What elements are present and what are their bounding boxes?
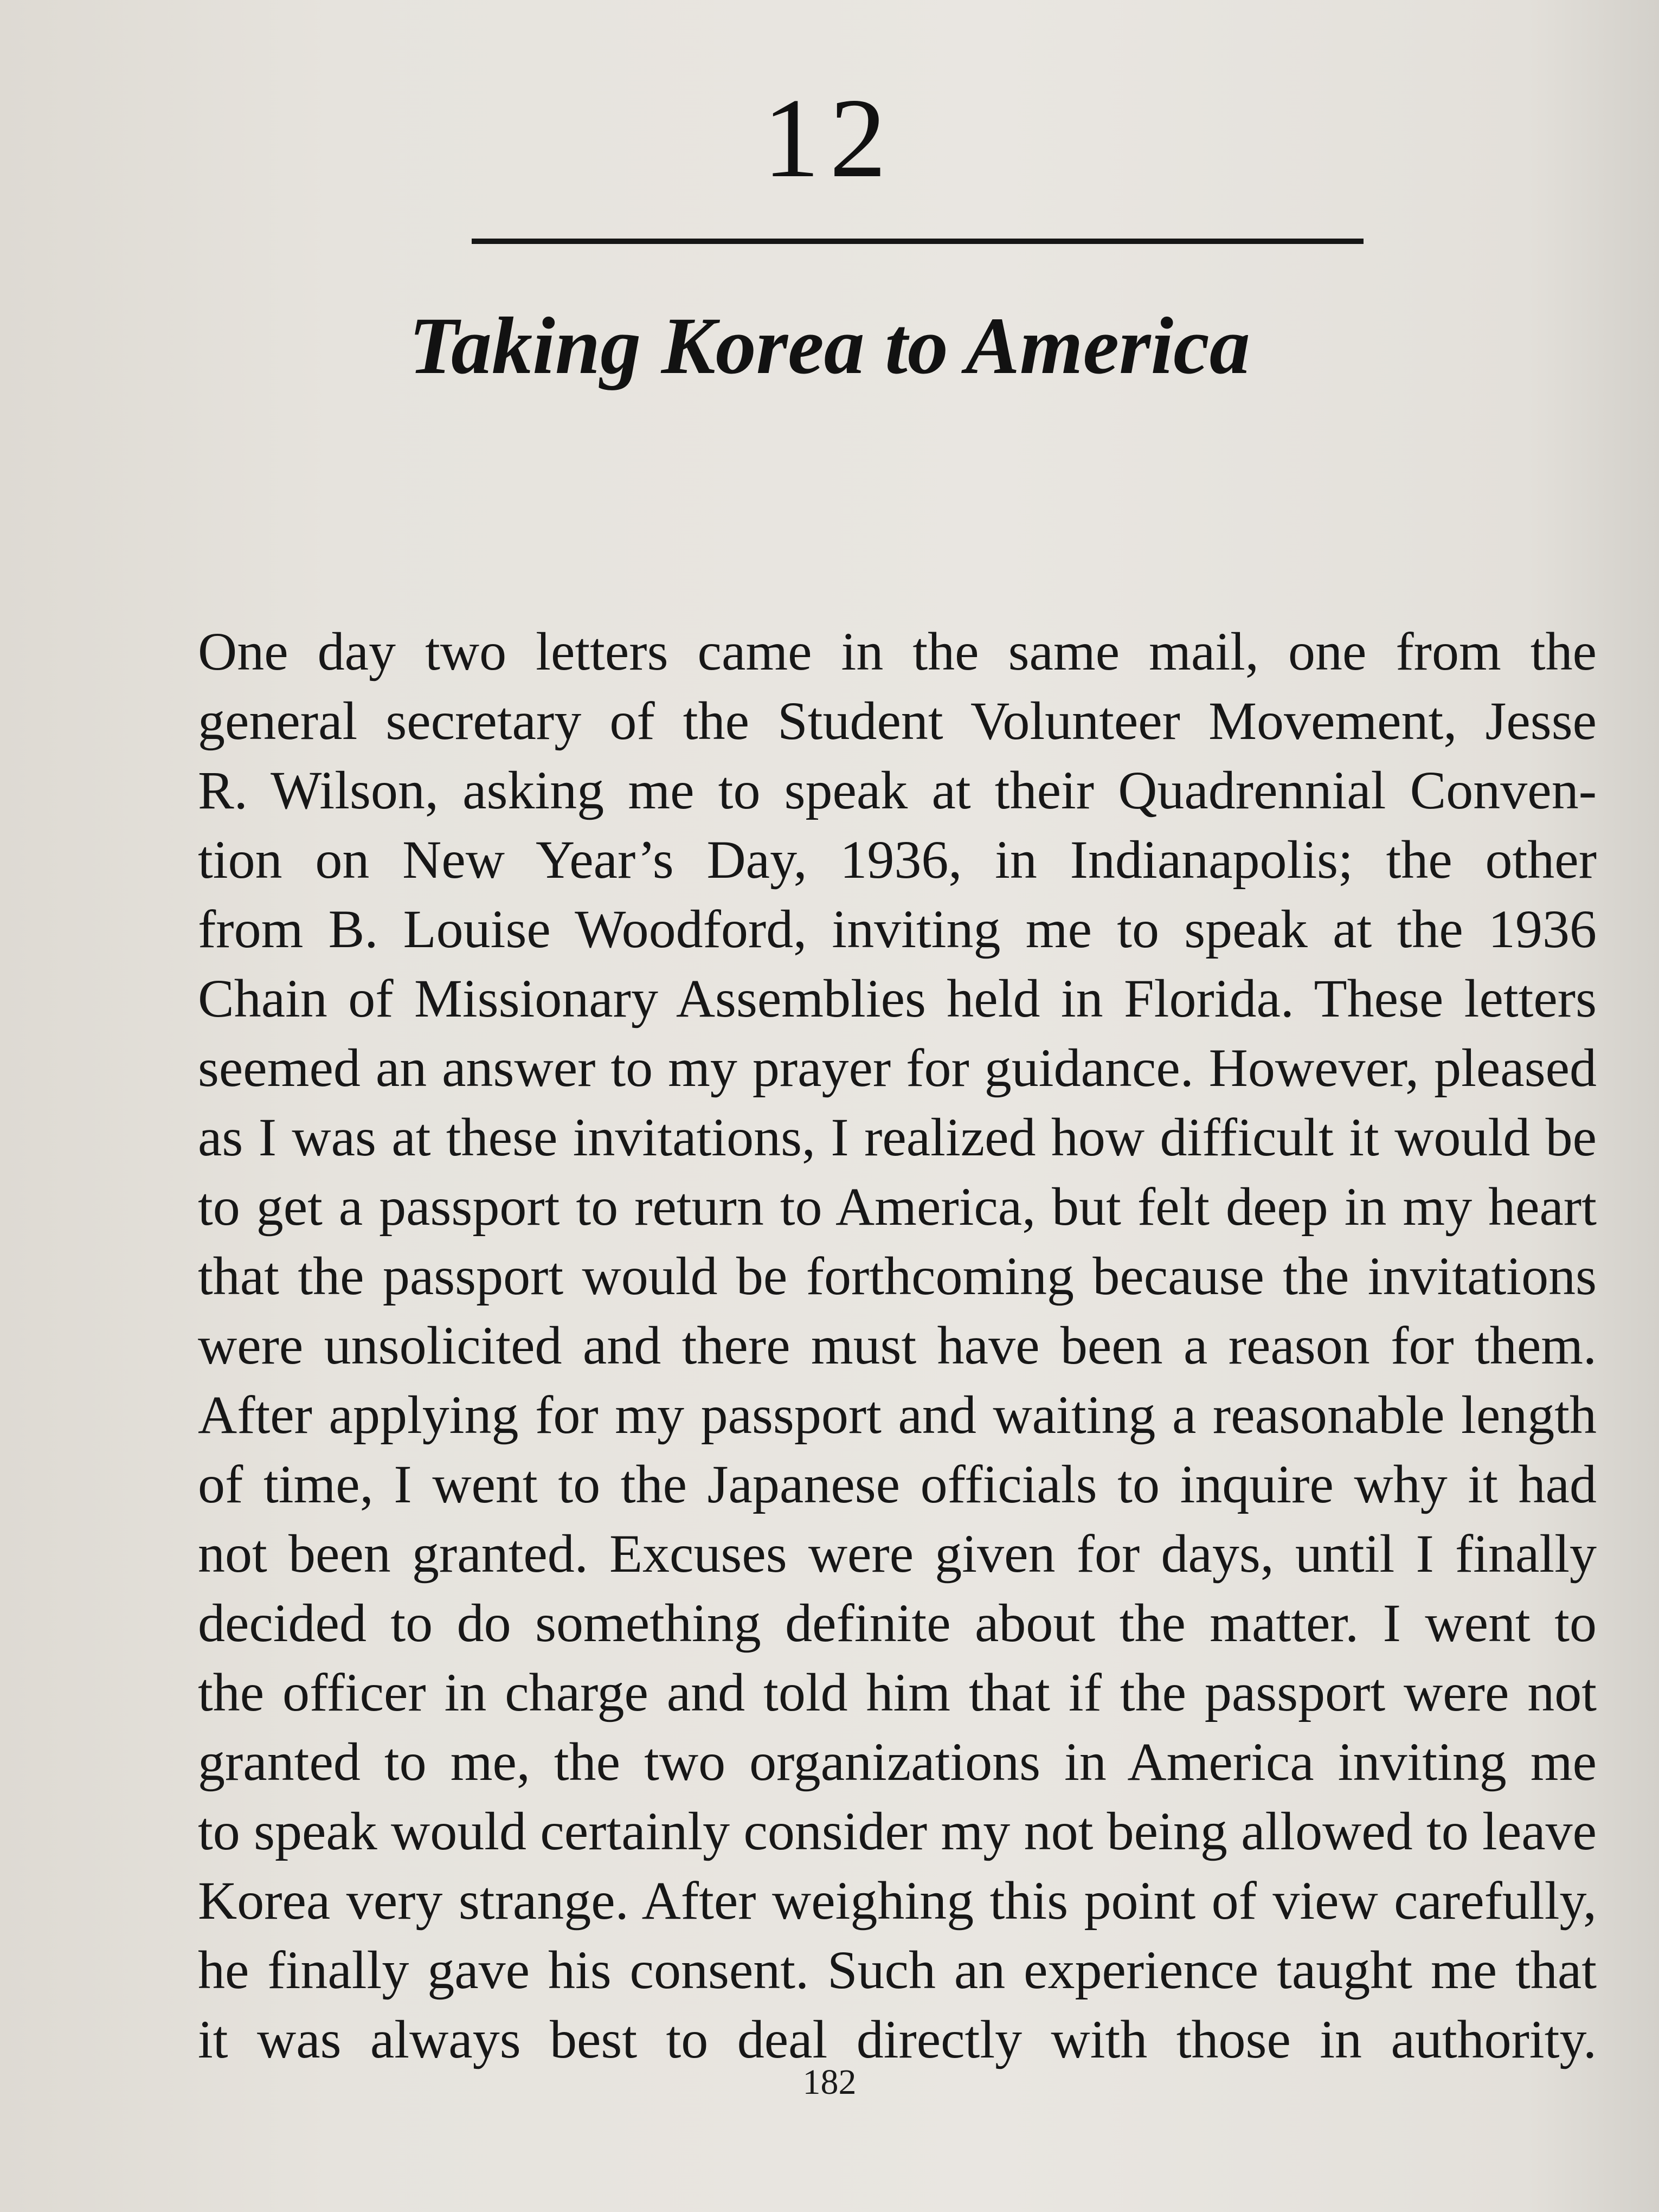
body-paragraph <box>198 617 1597 2074</box>
chapter-number: 12 <box>763 75 896 201</box>
text-line: One day two letters came in the same mail, one from the <box>198 621 1597 681</box>
text-line: as I was at these invitations, I realized how difficult it would be <box>198 1107 1597 1167</box>
text-line: general secretary of the Student Volunteer Movement, Jesse <box>198 691 1597 751</box>
text-line: to speak would certainly consider my not being allowed to leave <box>198 1801 1597 1861</box>
page-number: 182 <box>802 2062 857 2102</box>
text-line: he finally gave his consent. Such an experience taught me that <box>198 1940 1597 2000</box>
chapter-title: Taking Korea to America <box>409 301 1250 391</box>
text-line: that the passport would be forthcoming because the invitations <box>198 1246 1597 1306</box>
text-line: the officer in charge and told him that if the passport were not <box>198 1662 1597 1722</box>
text-line: granted to me, the two organizations in America inviting me <box>198 1732 1597 1792</box>
text-line: Korea very strange. After weighing this point of view carefully, <box>198 1870 1597 1931</box>
text-line: seemed an answer to my prayer for guidance. However, pleased <box>198 1038 1597 1098</box>
text-line: not been granted. Excuses were given for days, until I finally <box>198 1523 1597 1584</box>
text-line: were unsolicited and there must have been a reason for them. <box>198 1315 1597 1375</box>
text-line: tion on New Year’s Day, 1936, in Indianapolis; the other <box>198 829 1597 890</box>
text-line: from B. Louise Woodford, inviting me to speak at the 1936 <box>198 899 1597 959</box>
text-line: of time, I went to the Japanese officials to inquire why it had <box>198 1454 1597 1514</box>
text-line: decided to do something definite about the matter. I went to <box>198 1593 1597 1653</box>
text-line: Chain of Missionary Assemblies held in Florida. These letters <box>198 968 1597 1028</box>
text-line: to get a passport to return to America, but felt deep in my heart <box>198 1176 1597 1237</box>
text-line: it was always best to deal directly with those in authority. <box>198 2009 1597 2069</box>
chapter-divider-rule <box>472 239 1364 244</box>
text-line: After applying for my passport and waiting a reasonable length <box>198 1385 1597 1445</box>
text-line: R. Wilson, asking me to speak at their Quadrennial Conven- <box>198 760 1597 820</box>
